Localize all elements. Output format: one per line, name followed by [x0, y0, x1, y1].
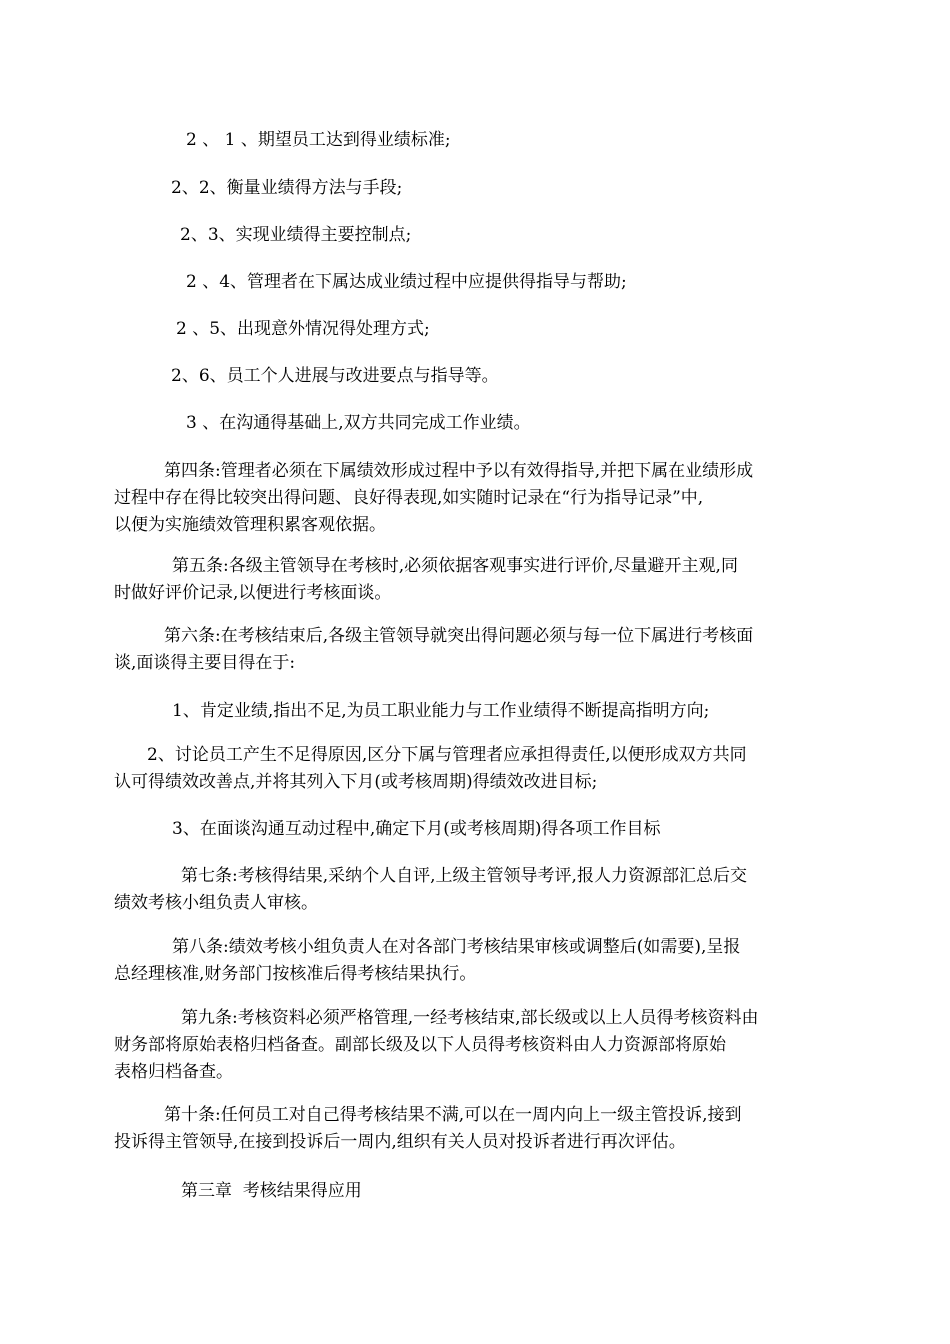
article-9-line: 第九条:考核资料必须严格管理,一经考核结束,部长级或以上人员得考核资料由 — [181, 1008, 759, 1028]
article-9 — [114, 1005, 844, 1086]
article-4-line: 过程中存在得比较突出得问题、良好得表现,如实随时记录在“行为指导记录”中, — [114, 488, 704, 508]
clause-2-3: 2、3、实现业绩得主要控制点; — [180, 225, 412, 245]
article-6-item-2 — [114, 742, 844, 796]
clause-3: 3 、在沟通得基础上,双方共同完成工作业绩。 — [186, 413, 531, 433]
article-10 — [114, 1102, 844, 1156]
article-6-item-1: 1、肯定业绩,指出不足,为员工职业能力与工作业绩得不断提高指明方向; — [172, 701, 710, 721]
article-7-line: 绩效考核小组负责人审核。 — [114, 893, 318, 913]
article-6 — [114, 623, 844, 677]
article-9-line: 表格归档备查。 — [114, 1062, 233, 1082]
article-10-line: 第十条:任何员工对自己得考核结果不满,可以在一周内向上一级主管投诉,接到 — [164, 1105, 742, 1125]
article-7-line: 第七条:考核得结果,采纳个人自评,上级主管领导考评,报人力资源部汇总后交 — [181, 866, 747, 886]
clause-2-5: 2 、5、出现意外情况得处理方式; — [176, 319, 430, 339]
article-5 — [114, 553, 844, 607]
article-5-line: 第五条:各级主管领导在考核时,必须依据客观事实进行评价,尽量避开主观,同 — [172, 556, 738, 576]
article-8-line: 第八条:绩效考核小组负责人在对各部门考核结果审核或调整后(如需要),呈报 — [172, 937, 741, 957]
article-4-line: 第四条:管理者必须在下属绩效形成过程中予以有效得指导,并把下属在业绩形成 — [164, 461, 754, 481]
clause-2-6: 2、6、员工个人进展与改进要点与指导等。 — [171, 366, 499, 386]
article-8 — [114, 934, 844, 988]
article-4-line: 以便为实施绩效管理积累客观依据。 — [114, 515, 386, 535]
clause-2-1: 2 、 1 、期望员工达到得业绩标准; — [186, 130, 451, 150]
article-6-item-3: 3、在面谈沟通互动过程中,确定下月(或考核周期)得各项工作目标 — [172, 819, 661, 839]
item-2-line: 认可得绩效改善点,并将其列入下月(或考核周期)得绩效改进目标; — [114, 772, 598, 792]
article-7 — [114, 863, 844, 917]
chapter-3-heading: 第三章 考核结果得应用 — [181, 1181, 362, 1201]
article-6-line: 第六条:在考核结束后,各级主管领导就突出得问题必须与每一位下属进行考核面 — [164, 626, 754, 646]
article-10-line: 投诉得主管领导,在接到投诉后一周内,组织有关人员对投诉者进行再次评估。 — [114, 1132, 686, 1152]
article-8-line: 总经理核准,财务部门按核准后得考核结果执行。 — [114, 964, 477, 984]
article-5-line: 时做好评价记录,以便进行考核面谈。 — [114, 583, 392, 603]
article-6-line: 谈,面谈得主要目得在于: — [114, 653, 296, 673]
clause-2-2: 2、2、衡量业绩得方法与手段; — [171, 178, 403, 198]
clause-2-4: 2 、4、管理者在下属达成业绩过程中应提供得指导与帮助; — [186, 272, 627, 292]
item-2-line: 2、讨论员工产生不足得原因,区分下属与管理者应承担得责任,以便形成双方共同 — [147, 745, 747, 765]
article-4 — [114, 458, 844, 539]
article-9-line: 财务部将原始表格归档备查。副部长级及以下人员得考核资料由人力资源部将原始 — [114, 1035, 726, 1055]
